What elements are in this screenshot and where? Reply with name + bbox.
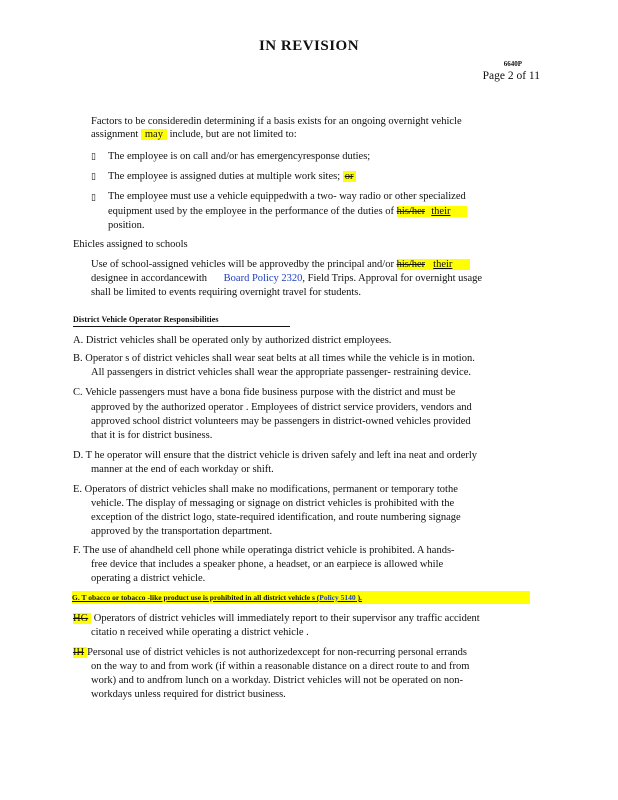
factor-bullet-3-line-3: position. [108, 220, 145, 231]
item-c-line-4: that it is for district business. [91, 430, 213, 441]
schools-line-3: shall be limited to events requiring overnight travel for students. [91, 287, 362, 298]
inserted-text-their: their [425, 259, 470, 270]
item-e-line-3: exception of the district logo, state-required identification, and route numbering signage [91, 512, 461, 523]
deleted-text-his-her: his/her [396, 206, 426, 217]
schools-line-1-pre: Use of school-assigned vehicles will be approvedby the principal and/or [91, 259, 394, 270]
item-i-text: Personal use of district vehicles is not authorizedexcept for non-recurring personal errands [87, 647, 468, 658]
item-g-inserted [72, 591, 530, 604]
page-number: Page 2 of 11 [482, 70, 540, 82]
document-id: 6640P [503, 60, 522, 68]
item-a: A. District vehicles shall be operated only by authorized district employees. [73, 335, 392, 346]
inserted-text-their: their [425, 206, 466, 217]
inserted-text-or: or [344, 171, 354, 182]
deleted-label-ih: IH [73, 647, 87, 658]
factor-bullet-3-line-2-pre: equipment used by the employee in the performance of the duties of [108, 206, 395, 217]
item-c-line-2: approved by the authorized operator . Employees of district service providers, vendors and [91, 402, 472, 413]
item-i-line-4: workdays unless required for district business. [91, 689, 286, 700]
responsibilities-heading: District Vehicle Operator Responsibilities [73, 315, 219, 324]
factor-bullet-3-line-1: The employee must use a vehicle equippedwith a two- way radio or other specialized [108, 191, 466, 202]
item-f-line-2: free device that includes a speaker phone, a headset, or an earpiece is allowed while [91, 559, 444, 570]
factors-line-2-post: include, but are not limited to: [169, 129, 297, 140]
factors-line-2-pre: assignment [91, 129, 139, 140]
schools-line-2-post: , Field Trips. Approval for overnight usage [302, 273, 483, 284]
revision-title: IN REVISION [258, 38, 360, 54]
schools-line-2-pre: designee in accordancewith [91, 273, 208, 284]
item-i-line-1 [73, 645, 467, 660]
factor-bullet-2-text: The employee is assigned duties at multiple work sites; [108, 171, 341, 182]
item-i-line-3: work) and to andfrom lunch on a workday. District vehicles will not be operated on non- [91, 675, 463, 686]
inserted-text-may: may [141, 129, 167, 140]
board-policy-2320-link[interactable]: Board Policy 2320 [223, 273, 303, 284]
item-e-line-1: E. Operators of district vehicles shall make no modifications, permanent or temporary tothe [73, 484, 458, 495]
item-g-close: ). [355, 593, 362, 602]
heading-underline [73, 326, 290, 327]
deleted-text-his-her: his/her [396, 259, 426, 270]
schools-line-1 [91, 257, 470, 272]
item-e-line-2: vehicle. The display of messaging or signage on district vehicles is prohibited with the [91, 498, 455, 509]
item-c-line-3: approved school district volunteers may be passengers in district-owned vehicles provided [91, 416, 471, 427]
item-b-line-1: B. Operator s of district vehicles shall wear seat belts at all times while the vehicle is in motion. [73, 353, 475, 364]
item-b-line-2: All passengers in district vehicles shall wear the appropriate passenger- restraining device. [91, 367, 471, 378]
policy-5140-link[interactable]: Policy 5140 [319, 593, 356, 602]
item-f-line-3: operating a district vehicle. [91, 573, 206, 584]
factors-line-2 [91, 127, 297, 142]
item-e-line-4: approved by the transportation department. [91, 526, 273, 537]
item-h-text: Operators of district vehicles will immediately report to their supervisor any traffic accident [93, 613, 480, 624]
item-g-text: G. T obacco or tobacco -like product use is prohibited in all district vehicle s ( [72, 593, 320, 602]
factors-line-1: Factors to be consideredin determining if a basis exists for an ongoing overnight vehicle [91, 116, 462, 127]
schools-line-2 [91, 271, 482, 286]
item-d-line-1: D. T he operator will ensure that the district vehicle is driven safely and left ina neat and orderly [73, 450, 478, 461]
item-d-line-2: manner at the end of each workday or shift. [91, 464, 274, 475]
factor-bullet-2 [108, 169, 356, 184]
item-h-line-2: citatio n received while operating a district vehicle . [91, 627, 309, 638]
bullet-icon: ▯ [91, 172, 96, 182]
item-h-line-1 [73, 611, 480, 626]
item-f-line-1: F. The use of ahandheld cell phone while operatinga district vehicle is prohibited. A hands- [73, 545, 455, 556]
schools-heading: Ehicles assigned to schools [73, 239, 188, 250]
deleted-label-hg: HG [73, 613, 91, 624]
bullet-icon: ▯ [91, 193, 96, 203]
factor-bullet-3-line-2 [108, 204, 467, 219]
bullet-icon: ▯ [91, 152, 96, 162]
item-i-line-2: on the way to and from work (if within a reasonable distance on a direct route to and from [91, 661, 470, 672]
item-c-line-1: C. Vehicle passengers must have a bona fide business purpose with the district and must be [73, 387, 456, 398]
factor-bullet-1: The employee is on call and/or has emergencyresponse duties; [108, 151, 371, 162]
